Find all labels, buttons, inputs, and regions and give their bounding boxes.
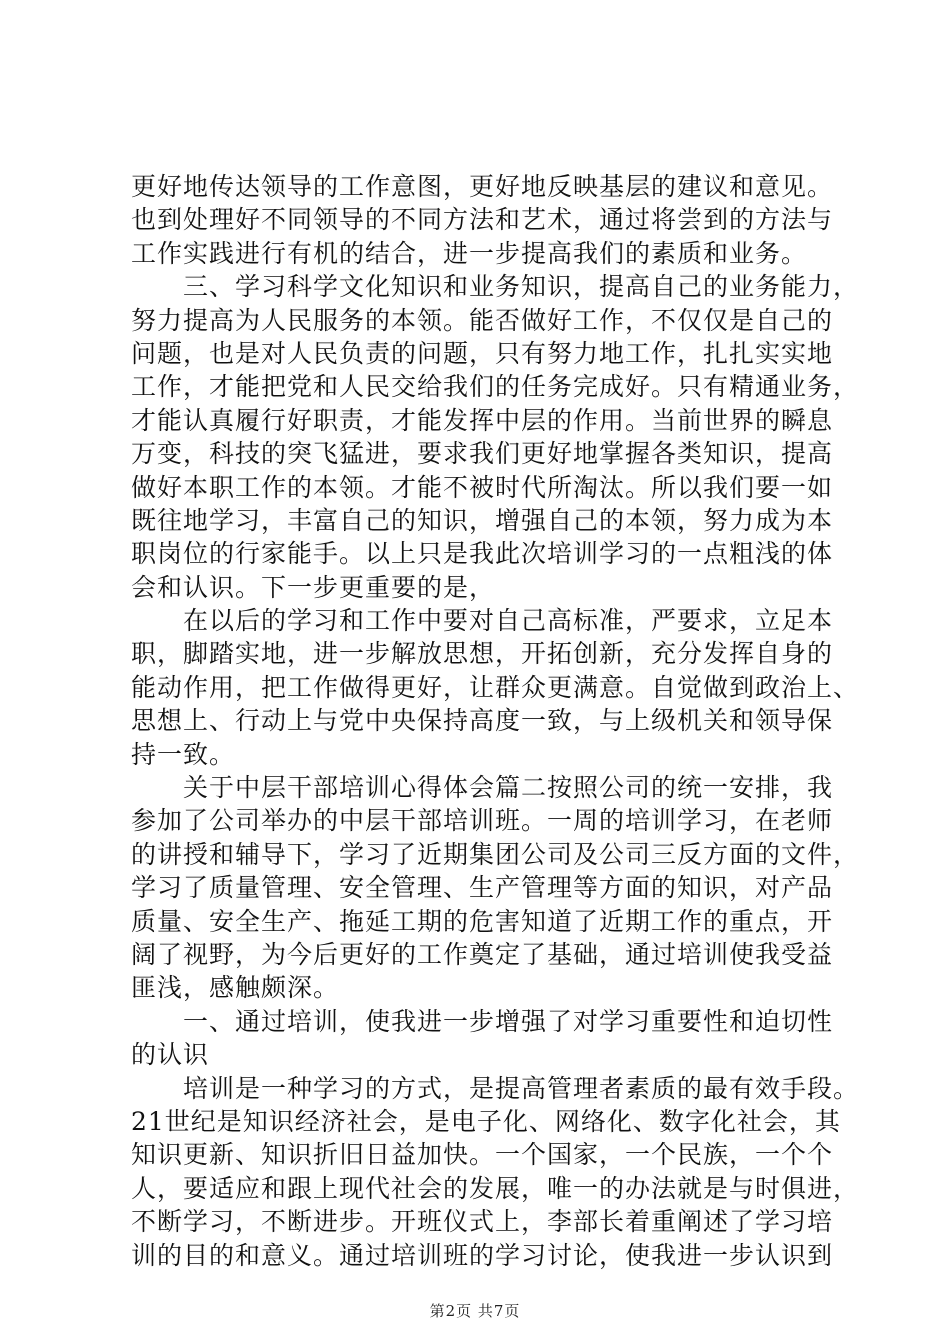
text-line: 不断学习，不断进步。开班仪式上，李部长着重阐述了学习培 [131, 1207, 834, 1237]
text-line: 工作实践进行有机的结合，进一步提高我们的素质和业务。 [131, 238, 808, 268]
text-line: 努力提高为人民服务的本领。能否做好工作，不仅仅是自己的 [131, 305, 834, 335]
text-line: 问题，也是对人民负责的问题，只有努力地工作，扎扎实实地 [131, 338, 834, 368]
text-line: 知识更新、知识折旧日益加快。一个国家，一个民族，一个个 [131, 1140, 834, 1170]
text-line: 参加了公司举办的中层干部培训班。一周的培训学习，在老师 [131, 806, 834, 836]
text-line: 持一致。 [131, 739, 236, 769]
text-line: 才能认真履行好职责，才能发挥中层的作用。当前世界的瞬息 [131, 405, 834, 435]
text-line: 学习了质量管理、安全管理、生产管理等方面的知识，对产品 [131, 873, 834, 903]
text-line: 三、学习科学文化知识和业务知识，提高自己的业务能力， [131, 272, 860, 302]
text-line: 能动作用，把工作做得更好，让群众更满意。自觉做到政治上、 [131, 672, 860, 702]
text-line: 思想上、行动上与党中央保持高度一致，与上级机关和领导保 [131, 706, 834, 736]
text-line: 培训是一种学习的方式，是提高管理者素质的最有效手段。 [131, 1073, 860, 1103]
text-line: 万变，科技的突飞猛进，要求我们更好地掌握各类知识，提高 [131, 439, 834, 469]
text-line: 21世纪是知识经济社会，是电子化、网络化、数字化社会，其 [131, 1106, 841, 1136]
text-line: 质量、安全生产、拖延工期的危害知道了近期工作的重点，开 [131, 906, 834, 936]
text-line: 会和认识。下一步更重要的是， [131, 572, 496, 602]
document-body [131, 170, 861, 1272]
text-line: 更好地传达领导的工作意图，更好地反映基层的建议和意见。 [131, 172, 834, 201]
text-line: 训的目的和意义。通过培训班的学习讨论，使我进一步认识到 [131, 1240, 834, 1270]
text-line: 也到处理好不同领导的不同方法和艺术，通过将尝到的方法与 [131, 205, 834, 235]
text-line: 一、通过培训，使我进一步增强了对学习重要性和迫切性 [131, 1006, 834, 1036]
text-line: 阔了视野，为今后更好的工作奠定了基础，通过培训使我受益 [131, 939, 834, 969]
text-line: 人，要适应和跟上现代社会的发展，唯一的办法就是与时俱进， [131, 1173, 860, 1203]
text-line: 关于中层干部培训心得体会篇二按照公司的统一安排，我 [131, 773, 834, 803]
text-line: 职，脚踏实地，进一步解放思想，开拓创新，充分发挥自身的 [131, 639, 834, 669]
text-line: 的认识 [131, 1040, 210, 1070]
text-line: 职岗位的行家能手。以上只是我此次培训学习的一点粗浅的体 [131, 539, 834, 569]
text-line: 的讲授和辅导下，学习了近期集团公司及公司三反方面的文件， [131, 839, 860, 869]
text-line: 匪浅，感触颇深。 [131, 973, 340, 1003]
page-number-footer: 第2页 共7页 [429, 1302, 521, 1320]
text-line: 工作，才能把党和人民交给我们的任务完成好。只有精通业务， [131, 372, 860, 402]
text-line: 在以后的学习和工作中要对自己高标准，严要求，立足本 [131, 606, 834, 636]
text-line: 既往地学习，丰富自己的知识，增强自己的本领，努力成为本 [131, 505, 834, 535]
text-line: 做好本职工作的本领。才能不被时代所淘汰。所以我们要一如 [131, 472, 834, 502]
